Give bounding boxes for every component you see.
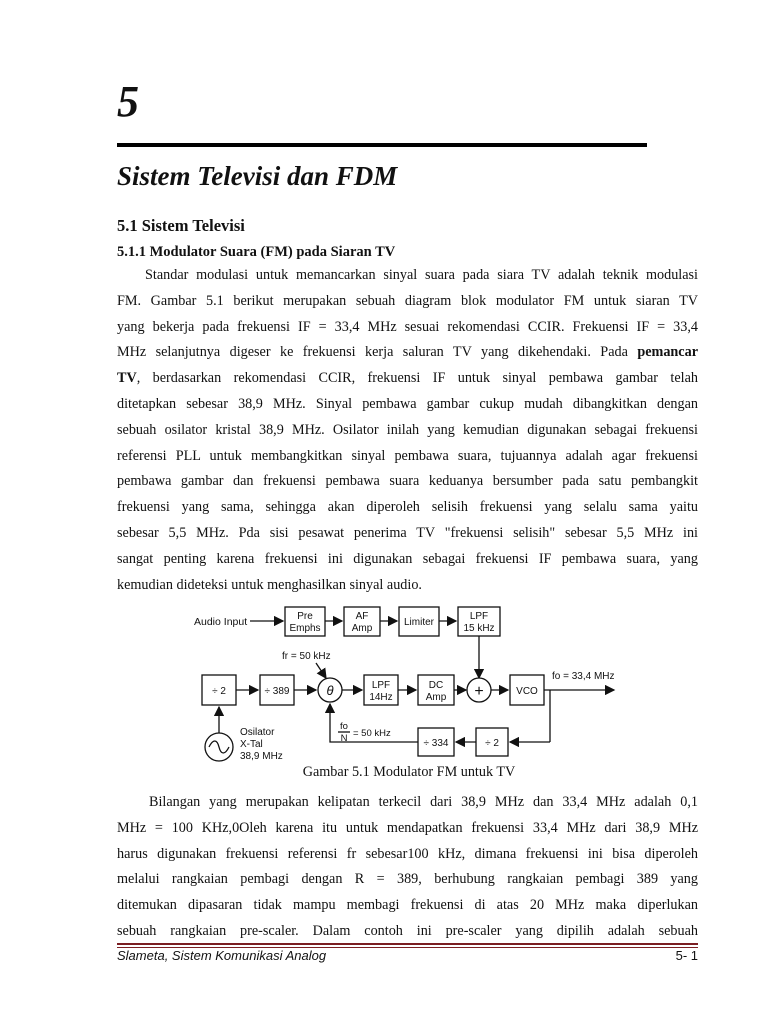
text-line [117, 366, 698, 392]
text-line: ditemukan dipasaran tidak mampu membagi frekuensi di atas 20 MHz maka diperlukan [117, 897, 698, 914]
block-label: Limiter [403, 617, 435, 628]
fm-modulator-block-diagram [190, 603, 620, 765]
block-label: 15 kHz [463, 623, 495, 634]
block-label: VCO [516, 686, 538, 697]
bold-term: pemancar [637, 344, 698, 361]
paragraph-1 [117, 263, 698, 598]
block-label: ÷ 2 [485, 738, 499, 749]
oscillator-label: 38,9 MHz [240, 751, 283, 762]
paragraph-2 [117, 790, 698, 945]
chapter-number: 5 [117, 77, 139, 126]
fo-label: fo = 33,4 MHz [552, 671, 615, 682]
text-run: , berdasarkan rekomendasi CCIR, frekuensi IF untuk sinyal pembawa gambar telah [136, 370, 698, 387]
text-line: sebesar 5,5 MHz. Pda sisi pesawat penerima TV "frekuensi selisih" sebesar 5,5 MHz ini [117, 524, 698, 541]
text-run: MHz selanjutnya digeser ke frekuensi kerja saluran TV yang dikehendaki. Pada [117, 344, 628, 361]
fo-over-n-denominator: N [340, 733, 348, 744]
footer-rule [117, 943, 698, 945]
text-line: Standar modulasi untuk memancarkan sinyal suara pada siara TV adalah teknik modulasi [145, 267, 698, 283]
block-label: ÷ 2 [212, 686, 226, 697]
text-line: sebuah osilator kristal 38,9 MHz. Osilator inilah yang kemudian digunakan sebagai frekuensi [117, 421, 698, 438]
footer-author: Slameta, Sistem Komunikasi Analog [117, 948, 327, 963]
text-line: sebuah rangkaian pre-scaler. Dalam contoh ini pre-scaler yang dipilih adalah sebuah [117, 922, 698, 939]
text-line: melalui rangkaian pembagi dengan R = 389, berhubung rangkaian pembagi 389 yang [117, 871, 698, 888]
text-line [117, 340, 698, 366]
text-line: sangat penting karena frekuensi ini digunakan sebagai frekuensi IF pembawa suara, yang [117, 550, 698, 567]
block-label: 14Hz [369, 692, 393, 703]
oscillator-label: Osilator [240, 727, 275, 738]
block-label: DC [428, 680, 444, 691]
fo-over-n-numerator: fo [340, 721, 348, 732]
chapter-title: Sistem Televisi dan FDM [117, 161, 398, 191]
oscillator-label: X-Tal [240, 739, 263, 750]
text-line: frekuensi yang sama, sehingga akan diperoleh selisih frekuensi yang selalu sama yaitu [117, 499, 698, 516]
block-label: LPF [371, 680, 391, 691]
block-label: Pre [297, 611, 313, 622]
text-line: harus digunakan frekuensi referensi fr sebesar100 kHz, dimana frekuensi ini bisa diperoleh [117, 845, 698, 862]
text-line: ditetapkan sebesar 38,9 MHz. Sinyal pembawa gambar cukup mudah dibangkitkan dengan [117, 395, 698, 412]
text-line: FM. Gambar 5.1 berikut merupakan sebuah diagram blok modulator FM untuk siaran TV [117, 292, 698, 309]
text-line: Bilangan yang merupakan kelipatan terkecil dari 38,9 MHz dan 33,4 MHz adalah 0,1 [149, 794, 698, 810]
block-label: + [474, 683, 484, 700]
block-label: Amp [425, 692, 447, 703]
text-line: MHz = 100 KHz,0Oleh karena itu untuk mendapatkan frekuensi 33,4 MHz dari 38,9 MHz [117, 819, 698, 836]
figure-caption: Gambar 5.1 Modulator FM untuk TV [302, 764, 516, 780]
block-label: θ [326, 683, 334, 698]
text-line: referensi PLL untuk membangkitkan sinyal pembawa suara, tujuannya adalah agar frekuensi [117, 447, 698, 464]
page-number: 5- 1 [675, 948, 698, 963]
fr-label: fr = 50 kHz [282, 651, 331, 662]
text-line: pembawa gambar dan frekuensi pembawa suara keduanya bersumber pada satu pembangkit [117, 473, 698, 490]
block-label: LPF [469, 611, 489, 622]
section-heading: 5.1 Sistem Televisi [117, 216, 245, 235]
block-label: ÷ 334 [423, 738, 449, 749]
block-label: ÷ 389 [264, 686, 290, 697]
text-line: yang bekerja pada frekuensi IF = 33,4 MHz sesuai rekomendasi CCIR. Frekuensi IF = 33,4 [117, 318, 698, 335]
block-label: Amp [351, 623, 373, 634]
fo-over-n-value: = 50 kHz [353, 728, 391, 739]
bold-term: TV [117, 370, 137, 387]
text-line: kemudian dideteksi untuk menghasilkan sinyal audio. [117, 576, 422, 593]
block-label: AF [355, 611, 369, 622]
chapter-rule [117, 143, 647, 147]
audio-input-label: Audio Input [194, 616, 248, 628]
block-label: Emphs [289, 623, 321, 634]
subsection-heading: 5.1.1 Modulator Suara (FM) pada Siaran TV [117, 244, 396, 260]
